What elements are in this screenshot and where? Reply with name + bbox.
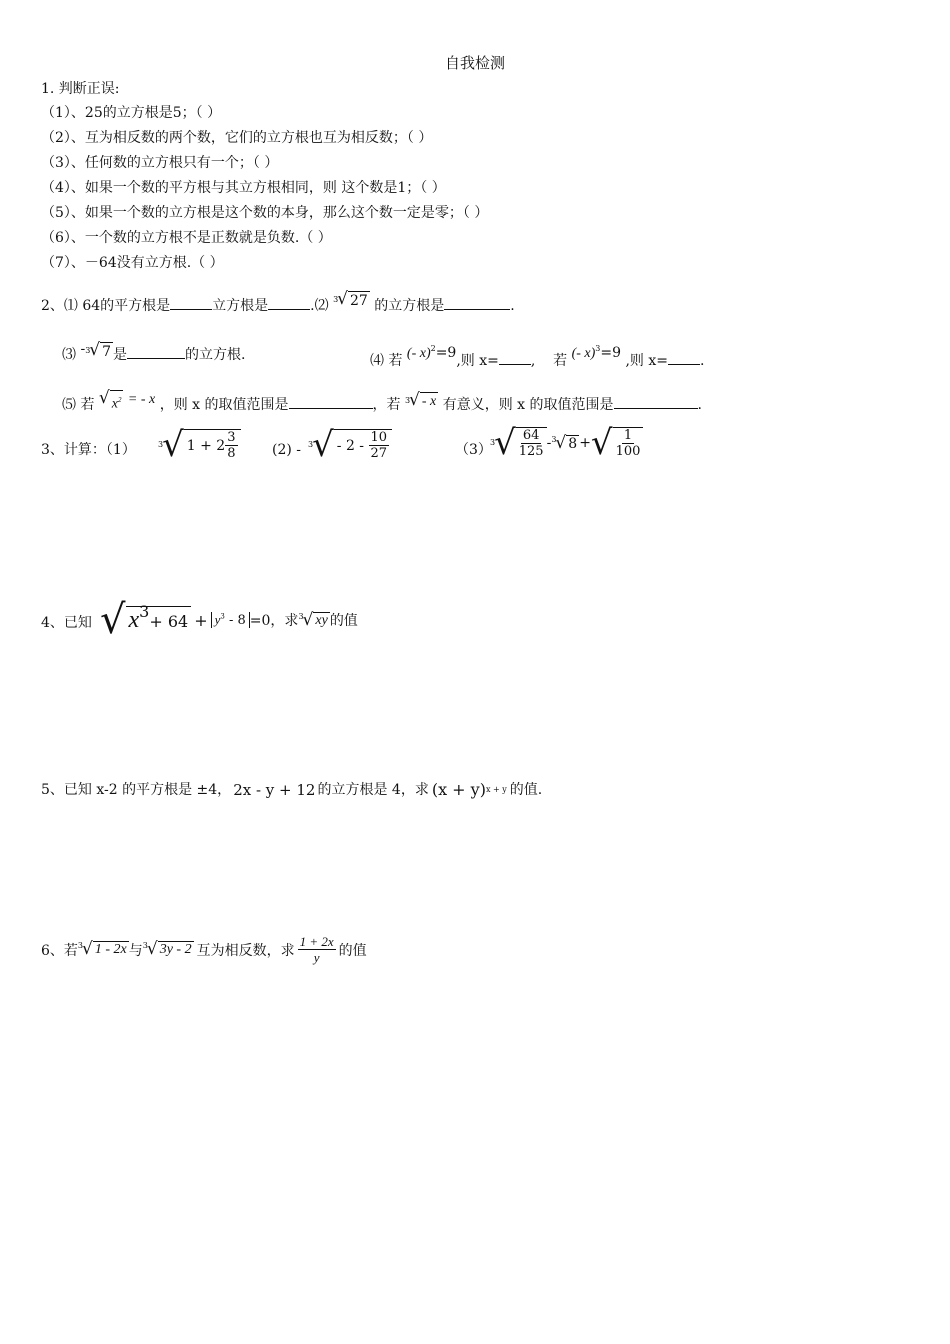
cube-root-1-2x: 3 √ 1 - 2x — [77, 939, 127, 959]
q2-part-5: ⑸ 若 √ $x^2$ = - x ，则 x 的取值范围是 ，若 3 √ - x 有意义，则 x 的取值范围是 . — [62, 388, 702, 413]
answer-blank[interactable] — [668, 351, 700, 365]
q2-part-3: ⑶ - 3 √ 7 是 的立方根. — [62, 340, 246, 363]
q2-line-1: 2、⑴ 64的平方根是 立方根是 .⑵ 3 √ 27 的立方根是 . — [41, 289, 515, 314]
q1-item-6: （6）、一个数的立方根不是正数就是负数.（ ） — [41, 230, 332, 246]
fraction: $\frac{3}{8}$ — [227, 430, 236, 461]
answer-blank[interactable] — [289, 395, 373, 409]
cube-root-neg-x: 3 √ - x — [404, 390, 437, 410]
q1-item-7: （7）、－64没有立方根.（ ） — [41, 255, 224, 271]
q1-item-1: （1）、25的立方根是5；（ ） — [41, 105, 222, 121]
cube-root-xy: 3 √ xy — [298, 609, 328, 630]
q3-label: 3、计算：（1） — [41, 442, 136, 458]
q6-line: 6、若 3 √ 1 - 2x 与 3 √ 3y - 2 互为相反数，求 $\frac{1 + 2x}{y}$ 的值 — [41, 934, 367, 965]
fraction: $\frac{10}{27}$ — [370, 430, 388, 461]
q3-expr-1: 3 √ 1 + 2 $\frac{3}{8}$ — [158, 428, 241, 462]
q2-part-4: ⑷ 若 (- x)$^2$=9,则 x= , 若 (- x)$^3$=9 ,则 x= . — [370, 344, 705, 369]
cube-root-8: 3 √ 8 — [551, 432, 578, 453]
answer-blank[interactable] — [268, 296, 310, 310]
cube-root-3y-2: 3 √ 3y - 2 — [142, 939, 192, 959]
answer-blank[interactable] — [127, 345, 185, 359]
q4-label: 4、已知 — [41, 615, 92, 631]
q1-item-2: （2）、互为相反数的两个数，它们的立方根也互为相反数；（ ） — [41, 130, 433, 146]
q5-line: 5、已知 x-2 的平方根是 ±4， 2x - y + 12 的立方根是 4，求 (x + y) x + y 的值. — [41, 780, 543, 799]
q3-expr-2: 3 √ - 2 - $\frac{10}{27}$ — [308, 428, 392, 462]
q3-label-3: （3） — [455, 442, 492, 458]
fraction: $\frac{64}{125}$ — [518, 428, 544, 459]
answer-blank[interactable] — [614, 395, 698, 409]
cube-root-27: 3 √ 27 — [333, 289, 368, 309]
q3-expr-3: 3 √ $\frac{64}{125}$ - 3 √ 8 + √ $\frac{1}{100}$ — [490, 426, 643, 460]
q1-item-4: （4）、如果一个数的平方根与其立方根相同，则 这个数是1；（ ） — [41, 180, 446, 196]
cube-root-7: 3 √ 7 — [85, 340, 112, 360]
page-title: 自我检测 — [444, 54, 505, 72]
fraction: $\frac{1}{100}$ — [615, 428, 641, 459]
q1-item-5: （5）、如果一个数的立方根是这个数的本身，那么这个数一定是零；（ ） — [41, 205, 489, 221]
answer-blank[interactable] — [170, 296, 212, 310]
answer-blank[interactable] — [499, 351, 531, 365]
q3-label-2: (2) - — [272, 442, 302, 458]
fraction: $\frac{1 + 2x}{y}$ — [299, 934, 334, 965]
q4-expr: √ x 3 + 64 + $y^3 - 8$ =0，求 3 √ xy 的值 — [100, 597, 358, 643]
square-root-x2: √ $x^2$ — [98, 388, 122, 412]
q1-item-3: （3）、任何数的立方根只有一个；（ ） — [41, 155, 279, 171]
q1-heading: 1. 判断正误: — [41, 81, 120, 97]
answer-blank[interactable] — [444, 296, 510, 310]
